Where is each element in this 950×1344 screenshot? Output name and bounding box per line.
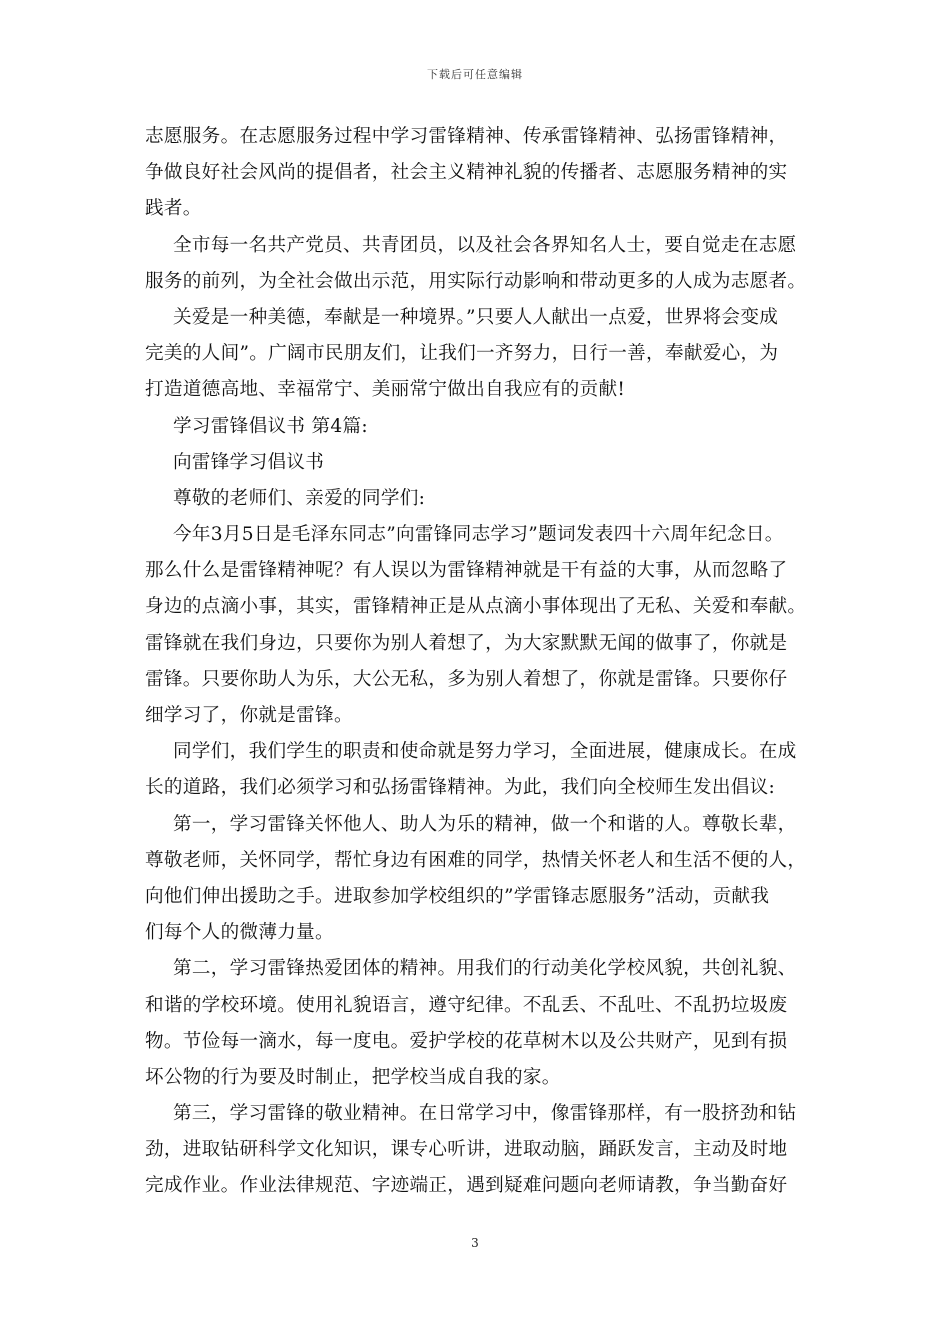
text-line: 那么什么是雷锋精神呢？有人误以为雷锋精神就是干有益的大事，从而忽略了 — [145, 560, 788, 582]
text-line: 全市每一名共产党员、共青团员，以及社会各界知名人士，要自觉走在志愿 — [173, 234, 797, 256]
text-line: 坏公物的行为要及时制止，把学校当成自我的家。 — [145, 1066, 561, 1088]
text-line: 完成作业。作业法律规范、字迹端正，遇到疑难问题向老师请教，争当勤奋好 — [145, 1175, 788, 1197]
document-body — [145, 119, 815, 1205]
text-line: 尊敬的老师们、亲爱的同学们: — [173, 487, 426, 509]
text-line: 雷锋就在我们身边，只要你为别人着想了，为大家默默无闻的做事了，你就是 — [145, 632, 788, 654]
text-line: 学习雷锋倡议书 第4篇: — [173, 415, 368, 437]
text-line: 物。节俭每一滴水，每一度电。爱护学校的花草树木以及公共财产，见到有损 — [145, 1030, 788, 1052]
text-line: 关爱是一种美德，奉献是一种境界。”只要人人献出一点爱，世界将会变成 — [173, 306, 779, 328]
text-line: 向他们伸出援助之手。进取参加学校组织的”学雷锋志愿服务”活动，贡献我 — [145, 885, 770, 907]
page-header: 下载后可任意编辑 — [427, 68, 523, 81]
text-line: 第三，学习雷锋的敬业精神。在日常学习中，像雷锋那样，有一股挤劲和钻 — [173, 1103, 797, 1125]
text-line: 今年3月5日是毛泽东同志”向雷锋同志学习”题词发表四十六周年纪念日。 — [173, 524, 784, 546]
text-line: 雷锋。只要你助人为乐，大公无私，多为别人着想了，你就是雷锋。只要你仔 — [145, 668, 788, 690]
text-line: 第一，学习雷锋关怀他人、助人为乐的精神，做一个和谐的人。尊敬长辈， — [173, 813, 797, 835]
text-line: 践者。 — [145, 198, 202, 220]
text-line: 们每个人的微薄力量。 — [145, 922, 334, 944]
text-line: 尊敬老师，关怀同学，帮忙身边有困难的同学，热情关怀老人和生活不便的人， — [145, 849, 807, 871]
text-line: 完美的人间”。广阔市民朋友们，让我们一齐努力，日行一善，奉献爱心，为 — [145, 343, 779, 365]
text-line: 身边的点滴小事，其实，雷锋精神正是从点滴小事体现出了无私、关爱和奉献。 — [145, 596, 807, 618]
text-line: 和谐的学校环境。使用礼貌语言，遵守纪律。不乱丢、不乱吐、不乱扔垃圾废 — [145, 994, 788, 1016]
text-line: 同学们，我们学生的职责和使命就是努力学习，全面进展，健康成长。在成 — [173, 741, 797, 763]
text-line: 第二，学习雷锋热爱团体的精神。用我们的行动美化学校风貌，共创礼貌、 — [173, 958, 797, 980]
text-line: 劲，进取钻研科学文化知识，课专心听讲，进取动脑，踊跃发言，主动及时地 — [145, 1139, 788, 1161]
text-line: 向雷锋学习倡议书 — [173, 451, 325, 473]
text-line: 志愿服务。在志愿服务过程中学习雷锋精神、传承雷锋精神、弘扬雷锋精神， — [145, 126, 788, 147]
text-line: 细学习了，你就是雷锋。 — [145, 705, 353, 726]
text-line: 服务的前列，为全社会做出示范，用实际行动影响和带动更多的人成为志愿者。 — [145, 270, 807, 292]
page-number: 3 — [471, 1236, 479, 1250]
text-line: 长的道路，我们必须学习和弘扬雷锋精神。为此，我们向全校师生发出倡议: — [145, 777, 776, 799]
text-line: 打造道德高地、幸福常宁、美丽常宁做出自我应有的贡献! — [145, 379, 626, 401]
text-line: 争做良好社会风尚的提倡者，社会主义精神礼貌的传播者、志愿服务精神的实 — [145, 162, 788, 184]
